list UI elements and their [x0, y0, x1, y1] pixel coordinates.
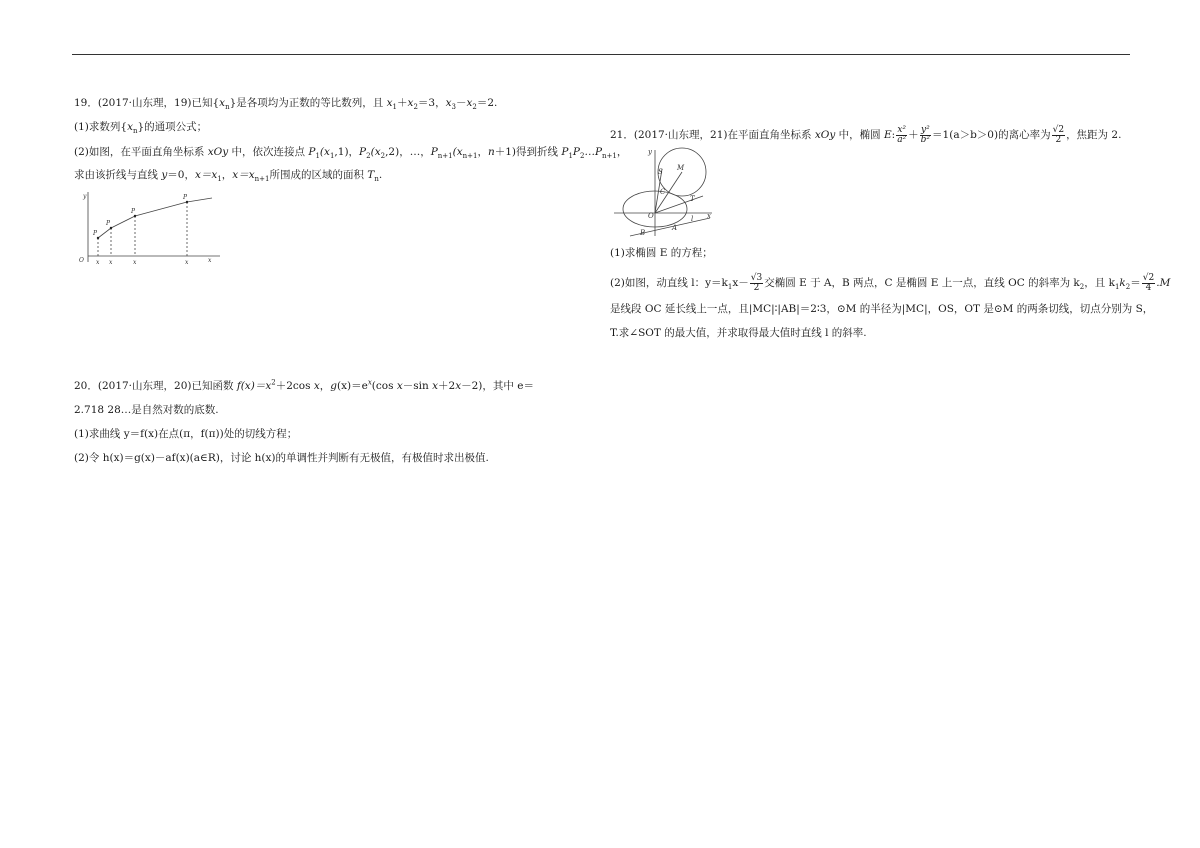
q21-frac-e-den: 2 — [1055, 134, 1062, 145]
q19-xeq-sub: 1 — [217, 175, 222, 184]
q19-point-2 — [110, 227, 112, 229]
q19-poly-n1: n+1 — [602, 152, 617, 161]
q19-eq2: ＝2. — [476, 97, 498, 109]
q19-poly-p2: P — [572, 146, 580, 158]
q19-Pn1-end: ， — [477, 146, 488, 158]
q21-p2-d: ，且 k — [1084, 277, 1115, 289]
q19-plus: ＋ — [397, 97, 408, 109]
q19-x1: x — [386, 97, 393, 109]
q19-l2-end: 所围成的区域的面积 — [269, 169, 368, 181]
q19-P1-xsub: 1 — [329, 152, 335, 161]
q21-pre: 21．(2017·山东理，21)在平面直角坐标系 — [610, 129, 815, 141]
q20-comma: ， — [319, 380, 331, 392]
q21-p2-b: x－ — [732, 277, 749, 289]
q19-P1-end: ,1)， — [334, 146, 360, 158]
q19-l2-pre: 求由该折线与直线 — [74, 169, 162, 181]
q20-sq: 2 — [271, 378, 276, 387]
q20-ex: x — [367, 378, 372, 387]
q21-frac-y-den: b² — [920, 134, 931, 145]
q20-gx: (x)＝e — [336, 380, 368, 392]
q21-frac-x — [896, 126, 907, 145]
q21-frac-x-num: x² — [897, 124, 907, 135]
q20-x2: x — [265, 380, 272, 392]
q20-x: x — [313, 380, 320, 392]
q20-x-c: x — [432, 380, 439, 392]
q20-x-b: x — [396, 380, 403, 392]
q21-p2-e: ＝ — [1130, 277, 1141, 289]
q19-Pn1-sub: n+1 — [437, 152, 453, 161]
q19-x3: x — [445, 97, 452, 109]
q21-part2-line2: 是线段 OC 延长线上一点，且|MC|∶|AB|＝2∶3，⊙M 的半径为|MC|，OS，OT 是⊙M 的两条切线，切点分别为 S， — [610, 303, 1154, 315]
q19-P1-sub: 1 — [315, 152, 320, 161]
q21-mid: 中，椭圆 — [835, 129, 884, 141]
q19-p2-end: ＋1)得到折线 — [494, 146, 562, 158]
q20-part2: (2)令 h(x)＝g(x)－af(x)(a∈R)，讨论 h(x)的单调性并判断有无极值，有极值时求出极值. — [74, 452, 489, 464]
q21-plus: ＋ — [908, 129, 919, 141]
q19-statement — [74, 96, 497, 110]
q19-label-x3: x — [133, 259, 137, 266]
q21-k2: 2 — [1079, 283, 1085, 292]
q19-label-p4: P — [183, 194, 188, 201]
q19-xeq-end: ， — [221, 169, 233, 181]
q19-part1-post: }的通项公式； — [137, 121, 208, 133]
q19-p2-mid: 中，依次连接点 — [228, 146, 309, 158]
q20-gmid2: ＋2 — [438, 380, 456, 392]
q21-p2-pre: (2)如图，动直线 l：y＝k — [610, 277, 728, 289]
q19-part1-pre: (1)求数列{ — [74, 121, 128, 133]
q21-kk-k: k — [1119, 277, 1126, 289]
q19-part2-line2 — [74, 168, 382, 182]
q19-part1-n: n — [132, 127, 138, 136]
q21-label-y: y — [648, 148, 652, 156]
header-rule — [72, 54, 1130, 55]
q20-gend: －2)，其中 e＝ — [461, 380, 534, 392]
q19-y: y — [161, 169, 168, 181]
q21-cond: ＝1(a＞b＞0)的离心率为 — [932, 129, 1051, 141]
q19-poly-1: 1 — [568, 152, 573, 161]
q19-label-y: y — [83, 193, 87, 200]
q19-Tn: n — [374, 175, 379, 184]
q20-fx: (x)＝ — [240, 380, 266, 392]
q21-part2-line1 — [610, 272, 1170, 294]
q19-T-end: . — [378, 169, 383, 181]
q19-x2: x — [407, 97, 414, 109]
q21-k1: 1 — [727, 283, 733, 292]
q21-label-l: l — [691, 215, 694, 223]
q19-head-tail: }是各项均为正数的等比数列，且 — [229, 97, 387, 109]
q21-kk2: 2 — [1125, 283, 1131, 292]
q20-line1 — [74, 379, 534, 393]
q19-minus: － — [455, 97, 467, 109]
q19-part1-xn: x — [127, 121, 133, 133]
q19-xeqn-sub: n+1 — [254, 175, 270, 184]
q20-pre: 20．(2017·山东理，20)已知函数 — [74, 380, 237, 392]
q19-Pn1-x: (x — [452, 146, 463, 158]
q21-frac-y-num: y² — [921, 124, 930, 135]
q19-x3-sub: 3 — [451, 103, 456, 112]
q21-label-a: A — [672, 224, 678, 232]
q19-label-x2: x — [109, 259, 113, 266]
q19-P2-end: ,2)，…， — [385, 146, 431, 158]
q19-Pn1: P — [430, 146, 438, 158]
q19-x2b-sub: 2 — [472, 103, 477, 112]
q21-p2-f: .M — [1156, 277, 1171, 289]
q20-line2: 2.718 28…是自然对数的底数. — [74, 404, 219, 416]
q19-P2: P — [359, 146, 367, 158]
q20-cos: ＋2cos — [275, 380, 314, 392]
q19-Pn1-xsub: n+1 — [462, 152, 478, 161]
q19-label-p2: P — [106, 220, 111, 227]
q21-frac-s3-den: 2 — [753, 282, 760, 293]
q21-label-b: B — [640, 229, 646, 237]
q19-xeq: x — [194, 169, 201, 181]
q19-xn: x — [219, 97, 226, 109]
q19-label-o: O — [79, 257, 84, 264]
q19-n: n — [225, 103, 230, 112]
q19-poly-end: ， — [616, 146, 628, 158]
q21-label-t: T — [690, 195, 695, 203]
q21-frac-s2 — [1142, 274, 1155, 293]
q20-gmid: －sin — [402, 380, 433, 392]
q19-xeqn: x — [232, 169, 239, 181]
q21-frac-e — [1052, 126, 1065, 145]
q21-line1 — [610, 124, 1121, 146]
q21-label-s: S — [658, 168, 663, 176]
q19-T: T — [367, 169, 375, 181]
q21-frac-s3-num: √3 — [750, 272, 763, 283]
q19-p2-pre: (2)如图，在平面直角坐标系 — [74, 146, 208, 158]
q21-xoy: xOy — [814, 129, 836, 141]
q20-gtail: (cos — [371, 380, 397, 392]
q21-frac-x-den: a² — [897, 134, 907, 145]
q19-poly-p1: P — [561, 146, 569, 158]
q19-label-x: x — [208, 257, 212, 264]
q19-head: 19．(2017·山东理，19)已知{ — [74, 97, 220, 109]
q21-end: ，焦距为 2. — [1066, 129, 1122, 141]
q21-frac-s3 — [750, 274, 763, 293]
q21-E: E — [883, 129, 892, 141]
q21-colon: : — [891, 129, 896, 141]
q19-label-p1: P — [93, 230, 98, 237]
q21-frac-s2-num: √2 — [1142, 272, 1155, 283]
q19-xeqn-x: ＝x — [238, 169, 255, 181]
q19-part2-line1 — [74, 145, 627, 159]
q21-figure — [610, 146, 718, 238]
q20-x-d: x — [455, 380, 462, 392]
q19-P2-x: (x — [370, 146, 381, 158]
q19-x2b: x — [466, 97, 473, 109]
q19-y0: ＝0， — [167, 169, 195, 181]
q20-f: f — [236, 380, 241, 392]
q19-polyline-ext — [187, 198, 212, 202]
q20-part1: (1)求曲线 y＝f(x)在点(π，f(π))处的切线方程； — [74, 428, 298, 440]
q21-kk1: 1 — [1114, 283, 1120, 292]
q21-part2-line3: T.求∠SOT 的最大值，并求取得最大值时直线 l 的斜率. — [610, 327, 867, 339]
q19-x1-sub: 1 — [392, 103, 398, 112]
q19-label-x4: x — [185, 259, 189, 266]
q21-p2-c: 交椭圆 E 于 A，B 两点，C 是椭圆 E 上一点，直线 OC 的斜率为 k — [764, 277, 1080, 289]
q19-point-3 — [134, 215, 136, 217]
q19-figure — [74, 190, 224, 268]
q20-g: g — [330, 380, 337, 392]
q21-label-m: M — [677, 164, 685, 172]
q21-frac-s2-den: 4 — [1145, 282, 1152, 293]
q19-part1 — [74, 120, 207, 134]
q21-frac-y — [920, 126, 931, 145]
q19-label-x1: x — [96, 259, 100, 266]
q19-P2-xsub: 2 — [380, 152, 386, 161]
q19-label-p3: P — [131, 208, 136, 215]
q19-poly-2: 2 — [580, 152, 585, 161]
q21-label-x: x — [707, 212, 711, 220]
q19-poly-pn: …P — [584, 146, 603, 158]
q21-tangent-ot — [655, 196, 703, 213]
q19-P1: P — [308, 146, 316, 158]
q19-xoy: xOy — [207, 146, 229, 158]
q19-n1: n — [487, 146, 495, 158]
q19-P1-x: (x — [319, 146, 330, 158]
q19-x2-sub: 2 — [413, 103, 418, 112]
q19-P2-sub: 2 — [366, 152, 371, 161]
q19-eq3: ＝3， — [417, 97, 446, 109]
q19-point-1 — [97, 237, 99, 239]
q21-label-o: O — [648, 212, 654, 220]
q21-part1: (1)求椭圆 E 的方程； — [610, 247, 713, 259]
q19-xeq-x: ＝x — [200, 169, 218, 181]
q21-frac-e-num: √2 — [1052, 124, 1065, 135]
q19-point-4 — [186, 201, 188, 203]
q21-label-c: C — [660, 188, 666, 196]
